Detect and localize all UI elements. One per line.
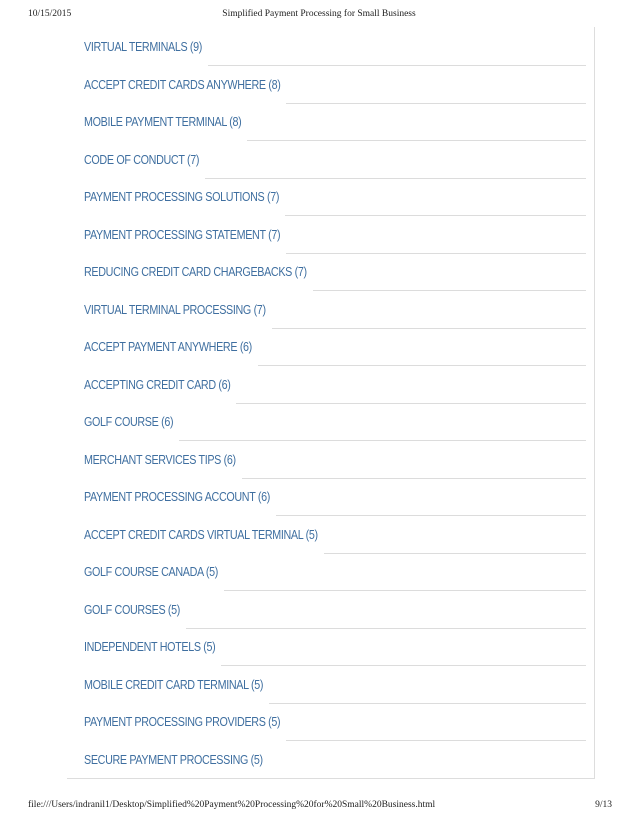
tag-list-item — [67, 102, 594, 140]
tag-list-item — [67, 627, 594, 665]
tag-link[interactable]: CODE OF CONDUCT (7) — [84, 152, 200, 167]
tag-list-item — [67, 590, 594, 628]
tag-list-item — [67, 440, 594, 478]
tag-list-item — [67, 515, 594, 553]
print-header — [0, 9, 638, 23]
print-footer — [0, 800, 638, 814]
tag-link[interactable]: PAYMENT PROCESSING SOLUTIONS (7) — [84, 190, 280, 204]
page-number: 9/13 — [595, 800, 612, 810]
tag-link[interactable]: VIRTUAL TERMINALS (9) — [84, 40, 203, 54]
tag-cloud-panel — [67, 27, 595, 778]
file-url: file:///Users/indranil1/Desktop/Simplified%20Payment%20Processing%20for%20Small%20Business.html — [28, 800, 436, 810]
tag-list-item — [67, 27, 594, 65]
tag-list-item — [67, 365, 594, 403]
tag-link[interactable]: GOLF COURSE (6) — [84, 415, 174, 429]
tag-link[interactable]: VIRTUAL TERMINAL PROCESSING (7) — [84, 302, 266, 317]
tag-list-item — [67, 215, 594, 253]
tag-link[interactable]: GOLF COURSE CANADA (5) — [84, 565, 218, 579]
tag-link[interactable]: INDEPENDENT HOTELS (5) — [84, 640, 216, 654]
tag-list-item — [67, 65, 594, 103]
tag-link[interactable]: SECURE PAYMENT PROCESSING (5) — [84, 752, 263, 767]
tag-list-item — [67, 290, 594, 328]
tag-list-item — [67, 140, 594, 178]
print-date: 10/15/2015 — [28, 9, 72, 19]
tag-link[interactable]: PAYMENT PROCESSING PROVIDERS (5) — [84, 715, 281, 729]
page-title: Simplified Payment Processing for Small Business — [222, 9, 416, 19]
tag-link[interactable]: ACCEPT PAYMENT ANYWHERE (6) — [84, 340, 252, 354]
tag-link[interactable]: PAYMENT PROCESSING ACCOUNT (6) — [84, 490, 271, 504]
tag-link[interactable]: ACCEPT CREDIT CARDS ANYWHERE (8) — [84, 77, 281, 92]
tag-link[interactable]: REDUCING CREDIT CARD CHARGEBACKS (7) — [84, 265, 307, 279]
tag-list-item — [67, 402, 594, 440]
tag-link[interactable]: MOBILE PAYMENT TERMINAL (8) — [84, 115, 242, 129]
tag-list-item — [67, 702, 594, 740]
tag-list-item — [67, 327, 594, 365]
panel-bottom-border — [67, 778, 595, 779]
tag-link[interactable]: ACCEPT CREDIT CARDS VIRTUAL TERMINAL (5) — [84, 527, 318, 542]
tag-link[interactable]: ACCEPTING CREDIT CARD (6) — [84, 377, 231, 392]
tag-list — [67, 27, 594, 777]
tag-list-item — [67, 477, 594, 515]
tag-list-item — [67, 552, 594, 590]
tag-list-item — [67, 177, 594, 215]
tag-list-item — [67, 252, 594, 290]
tag-list-item — [67, 740, 594, 778]
tag-link[interactable]: GOLF COURSES (5) — [84, 602, 181, 617]
tag-link[interactable]: PAYMENT PROCESSING STATEMENT (7) — [84, 227, 281, 242]
tag-link[interactable]: MOBILE CREDIT CARD TERMINAL (5) — [84, 677, 264, 692]
tag-list-item — [67, 665, 594, 703]
tag-link[interactable]: MERCHANT SERVICES TIPS (6) — [84, 452, 236, 467]
